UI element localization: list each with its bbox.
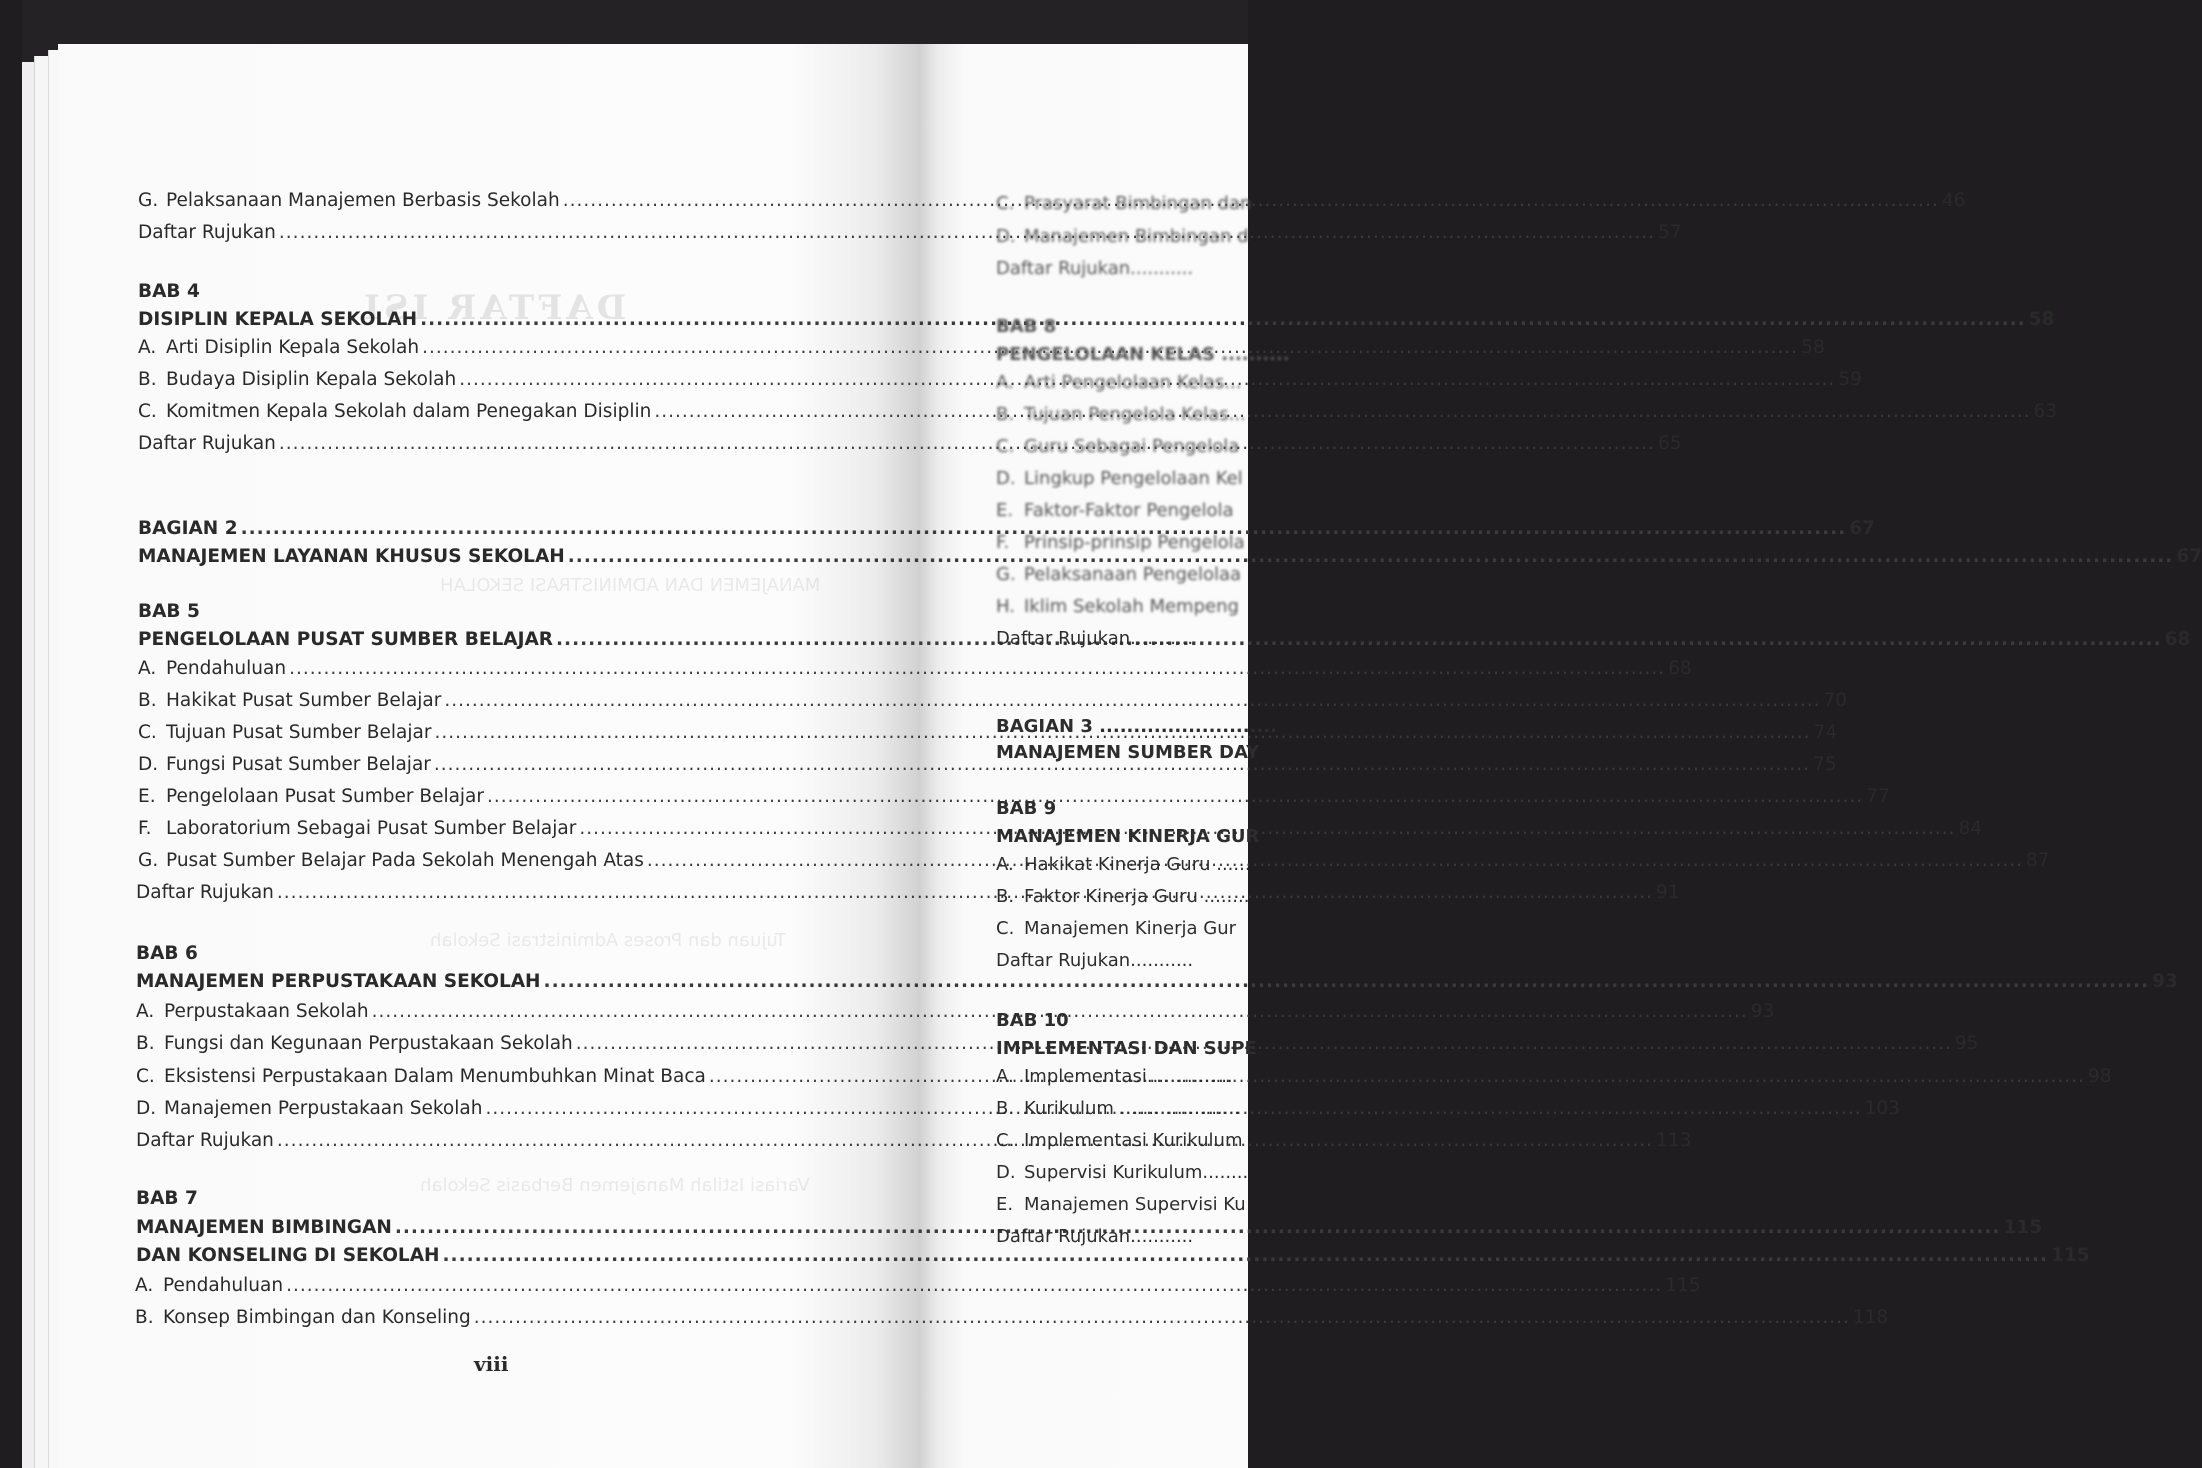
entry-page-number: 68 xyxy=(1668,658,1692,679)
dot-leader xyxy=(647,850,2023,872)
entry-letter: C. xyxy=(996,193,1015,214)
entry-letter: E. xyxy=(996,1194,1014,1215)
entry-title: Pengelolaan Pusat Sumber Belajar xyxy=(166,786,485,807)
entry-letter: D. xyxy=(996,1162,1016,1183)
dot-leader xyxy=(576,1033,1952,1055)
entry-page-number: 67 xyxy=(2176,546,2202,567)
chapter-heading: BAB 4 xyxy=(138,281,200,302)
dot-leader xyxy=(579,818,1955,840)
show-through-text: Tujuan dan Proses Administrasi Sekolah xyxy=(430,930,787,951)
entry-title: Manajemen Supervisi Ku xyxy=(1024,1194,1246,1215)
entry-page-number: 115 xyxy=(1665,1275,1701,1296)
entry-title: Daftar Rujukan........... xyxy=(996,628,1194,649)
dot-leader xyxy=(289,658,1665,680)
toc-section-entry xyxy=(138,546,2202,568)
dot-leader xyxy=(568,546,2174,568)
entry-title: Guru Sebagai Pengelola xyxy=(1024,436,1240,457)
entry-title: MANAJEMEN SUMBER DAY xyxy=(996,742,1260,763)
dot-leader xyxy=(279,222,1655,244)
entry-letter: G. xyxy=(138,190,159,211)
entry-letter: A. xyxy=(136,1001,155,1022)
entry-title: Laboratorium Sebagai Pusat Sumber Belajar xyxy=(166,818,577,839)
entry-letter: B. xyxy=(996,1098,1015,1119)
entry-letter: D. xyxy=(996,468,1016,489)
entry-letter: B. xyxy=(138,690,157,711)
entry-page-number: 58 xyxy=(1801,337,1825,358)
dot-leader xyxy=(556,629,2162,651)
entry-letter: B. xyxy=(136,1033,155,1054)
entry-title: Arti Pengelolaan Kelas... xyxy=(1024,372,1242,393)
entry-letter: D. xyxy=(996,226,1016,247)
entry-letter: H. xyxy=(996,596,1015,617)
entry-title: Faktor-Faktor Pengelola xyxy=(1024,500,1234,521)
toc-entry xyxy=(138,690,1848,712)
entry-letter: F. xyxy=(996,532,1010,553)
entry-letter: G. xyxy=(996,564,1016,585)
entry-title: Pusat Sumber Belajar Pada Sekolah Menengah Atas xyxy=(166,850,644,871)
entry-letter: C. xyxy=(136,1066,155,1087)
entry-title: Eksistensi Perpustakaan Dalam Menumbuhkan Minat Baca xyxy=(164,1066,706,1087)
entry-title: Konsep Bimbingan dan Konseling xyxy=(163,1307,471,1328)
entry-letter: G. xyxy=(138,850,159,871)
toc-entry xyxy=(996,193,1256,215)
entry-letter: F. xyxy=(138,818,152,839)
toc-entry xyxy=(996,436,1256,458)
toc-entry xyxy=(135,1275,1701,1297)
entry-page-number: 46 xyxy=(1941,190,1966,211)
entry-letter: C. xyxy=(996,918,1015,939)
toc-entry xyxy=(996,226,1256,248)
entry-title: Hakikat Pusat Sumber Belajar xyxy=(166,690,442,711)
toc-entry xyxy=(996,468,1256,490)
entry-title: Hakikat Kinerja Guru ...... xyxy=(1024,854,1251,875)
entry-page-number: 63 xyxy=(2033,401,2057,422)
entry-title: Implementasi............... xyxy=(1024,1066,1233,1087)
entry-title: Daftar Rujukan xyxy=(138,222,276,243)
toc-section-entry xyxy=(996,716,1277,738)
entry-page-number: 57 xyxy=(1658,222,1682,243)
toc-entry xyxy=(138,786,1890,808)
dot-leader xyxy=(277,1130,1653,1152)
entry-title: MANAJEMEN LAYANAN KHUSUS SEKOLAH xyxy=(138,546,565,567)
dot-leader xyxy=(474,1307,1850,1329)
entry-title: Lingkup Pengelolaan Kel xyxy=(1024,468,1243,489)
toc-entry xyxy=(996,258,1256,280)
toc-entry xyxy=(996,854,1256,876)
entry-page-number: 74 xyxy=(1813,722,1838,743)
dot-leader xyxy=(444,690,1820,712)
show-through-text: Variasi Istilah Manajemen Berbasis Sekolah xyxy=(420,1175,810,1196)
toc-entry xyxy=(138,754,1837,776)
toc-entry xyxy=(996,1098,1256,1120)
toc-entry xyxy=(996,500,1256,522)
chapter-heading: BAB 10 xyxy=(996,1010,1069,1031)
entry-letter: A. xyxy=(996,372,1014,393)
entry-letter: E. xyxy=(138,786,156,807)
chapter-heading: BAB 6 xyxy=(136,943,198,964)
entry-title: Fungsi dan Kegunaan Perpustakaan Sekolah xyxy=(164,1033,573,1054)
entry-page-number: 98 xyxy=(2087,1066,2112,1087)
toc-entry xyxy=(996,532,1256,554)
entry-page-number: 113 xyxy=(1656,1130,1692,1151)
toc-entry xyxy=(996,372,1256,394)
entry-page-number: 115 xyxy=(2051,1245,2090,1266)
entry-page-number: 93 xyxy=(1750,1001,1775,1022)
entry-page-number: 103 xyxy=(1864,1098,1900,1119)
chapter-heading: BAB 8 xyxy=(996,316,1057,337)
entry-title: MANAJEMEN PERPUSTAKAAN SEKOLAH xyxy=(136,971,541,992)
toc-entry xyxy=(996,628,1256,650)
entry-title: DAN KONSELING DI SEKOLAH xyxy=(136,1245,440,1266)
dot-leader xyxy=(277,882,1653,904)
entry-letter: C. xyxy=(996,1130,1015,1151)
toc-entry xyxy=(996,1226,1256,1248)
entry-title: Pelaksanaan Manajemen Berbasis Sekolah xyxy=(166,190,560,211)
toc-section-entry xyxy=(996,1038,1256,1060)
entry-page-number: 65 xyxy=(1658,433,1682,454)
toc-section-entry xyxy=(996,826,1260,848)
toc-entry xyxy=(996,1130,1256,1152)
toc-entry xyxy=(138,658,1692,680)
entry-title: Prinsip-prinsip Pengelola xyxy=(1024,532,1245,553)
entry-letter: B. xyxy=(996,404,1015,425)
toc-entry xyxy=(996,1194,1256,1216)
entry-title: DISIPLIN KEPALA SEKOLAH xyxy=(138,309,418,330)
show-through-text: MANAJEMEN DAN ADMINISTRASI SEKOLAH xyxy=(440,575,821,596)
entry-letter: C. xyxy=(138,722,157,743)
toc-section-entry xyxy=(996,344,1290,366)
entry-title: Daftar Rujukan........... xyxy=(996,258,1194,279)
entry-title: Daftar Rujukan xyxy=(138,433,276,454)
entry-title: Prasyarat Bimbingan dan xyxy=(1024,193,1252,214)
dot-leader xyxy=(709,1066,2085,1088)
toc-entry xyxy=(135,1307,1889,1329)
page-number: viii xyxy=(474,1352,509,1376)
toc-section-entry xyxy=(138,518,1875,540)
entry-title: MANAJEMEN BIMBINGAN xyxy=(136,1217,392,1238)
entry-title: Fungsi Pusat Sumber Belajar xyxy=(166,754,431,775)
entry-title: PENGELOLAAN PUSAT SUMBER BELAJAR xyxy=(138,629,554,650)
entry-title: Pendahuluan xyxy=(163,1275,284,1296)
dot-leader xyxy=(286,1275,1662,1297)
entry-title: Perpustakaan Sekolah xyxy=(164,1001,369,1022)
entry-letter: D. xyxy=(136,1098,157,1119)
entry-title: Implementasi Kurikulum xyxy=(1024,1130,1243,1151)
entry-title: Pendahuluan xyxy=(166,658,287,679)
entry-title: Iklim Sekolah Mempeng xyxy=(1024,596,1239,617)
entry-letter: A. xyxy=(996,854,1014,875)
entry-title: Daftar Rujukan xyxy=(136,882,274,903)
entry-title: Kurikulum ..................... xyxy=(1024,1098,1240,1119)
entry-letter: C. xyxy=(138,401,157,422)
dot-leader xyxy=(443,1245,2049,1267)
chapter-heading: BAB 9 xyxy=(996,798,1057,819)
entry-title: Budaya Disiplin Kepala Sekolah xyxy=(166,369,457,390)
entry-title: Tujuan Pengelola Kelas... xyxy=(1024,404,1246,425)
entry-letter: A. xyxy=(138,337,157,358)
toc-entry xyxy=(996,1162,1256,1184)
entry-title: Arti Disiplin Kepala Sekolah xyxy=(166,337,420,358)
entry-title: IMPLEMENTASI DAN SUPE xyxy=(996,1038,1257,1059)
entry-title: Pelaksanaan Pengelolaa xyxy=(1024,564,1242,585)
entry-page-number: 93 xyxy=(2152,971,2178,992)
entry-title: Manajemen Kinerja Gur xyxy=(1024,918,1237,939)
entry-page-number: 58 xyxy=(2028,309,2055,330)
dot-leader xyxy=(654,401,2030,423)
entry-title: Tujuan Pusat Sumber Belajar xyxy=(166,722,432,743)
entry-title: PENGELOLAAN KELAS .......... xyxy=(996,344,1290,365)
entry-title: Faktor Kinerja Guru ........ xyxy=(1024,886,1250,907)
entry-letter: A. xyxy=(135,1275,154,1296)
entry-page-number: 118 xyxy=(1852,1307,1889,1328)
entry-page-number: 87 xyxy=(2026,850,2050,871)
show-through-title: DAFTAR ISI xyxy=(360,288,627,328)
toc-section-entry xyxy=(136,1245,2090,1267)
entry-letter: D. xyxy=(138,754,159,775)
entry-page-number: 75 xyxy=(1813,754,1837,775)
entry-letter: A. xyxy=(996,1066,1014,1087)
entry-letter: B. xyxy=(996,886,1015,907)
entry-title: Supervisi Kurikulum........ xyxy=(1024,1162,1249,1183)
toc-entry xyxy=(996,918,1256,940)
entry-page-number: 115 xyxy=(2003,1217,2043,1238)
toc-entry xyxy=(996,564,1256,586)
toc-entry xyxy=(996,596,1256,618)
entry-title: Daftar Rujukan xyxy=(136,1130,274,1151)
entry-title: Manajemen Perpustakaan Sekolah xyxy=(164,1098,483,1119)
toc-section-entry xyxy=(996,742,1260,764)
chapter-heading: BAB 7 xyxy=(136,1188,198,1209)
entry-title: MANAJEMEN KINERJA GUR xyxy=(996,826,1260,847)
toc-section-entry xyxy=(136,971,2178,993)
dot-leader xyxy=(279,433,1655,455)
chapter-heading: BAB 5 xyxy=(138,601,200,622)
entry-page-number: 68 xyxy=(2164,629,2191,650)
entry-page-number: 59 xyxy=(1838,369,1862,390)
entry-page-number: 95 xyxy=(1954,1033,1979,1054)
entry-letter: E. xyxy=(996,500,1014,521)
entry-title: BAGIAN 2 xyxy=(138,518,238,539)
entry-page-number: 91 xyxy=(1656,882,1680,903)
dot-leader xyxy=(544,971,2150,993)
toc-entry xyxy=(996,1066,1256,1088)
toc-entry xyxy=(996,886,1256,908)
entry-letter: C. xyxy=(996,436,1015,457)
entry-letter: B. xyxy=(138,369,157,390)
entry-letter: B. xyxy=(135,1307,154,1328)
entry-page-number: 70 xyxy=(1823,690,1848,711)
entry-title: Komitmen Kepala Sekolah dalam Penegakan Disiplin xyxy=(166,401,652,422)
entry-title: Manajemen Bimbingan d xyxy=(1024,226,1249,247)
toc-entry xyxy=(996,404,1256,426)
entry-title: BAGIAN 3 .......................... xyxy=(996,716,1277,737)
toc-entry xyxy=(996,950,1256,972)
entry-title: Daftar Rujukan........... xyxy=(996,1226,1194,1247)
entry-page-number: 84 xyxy=(1958,818,1982,839)
entry-letter: A. xyxy=(138,658,157,679)
entry-page-number: 67 xyxy=(1849,518,1875,539)
entry-page-number: 77 xyxy=(1866,786,1890,807)
entry-title: Daftar Rujukan........... xyxy=(996,950,1194,971)
